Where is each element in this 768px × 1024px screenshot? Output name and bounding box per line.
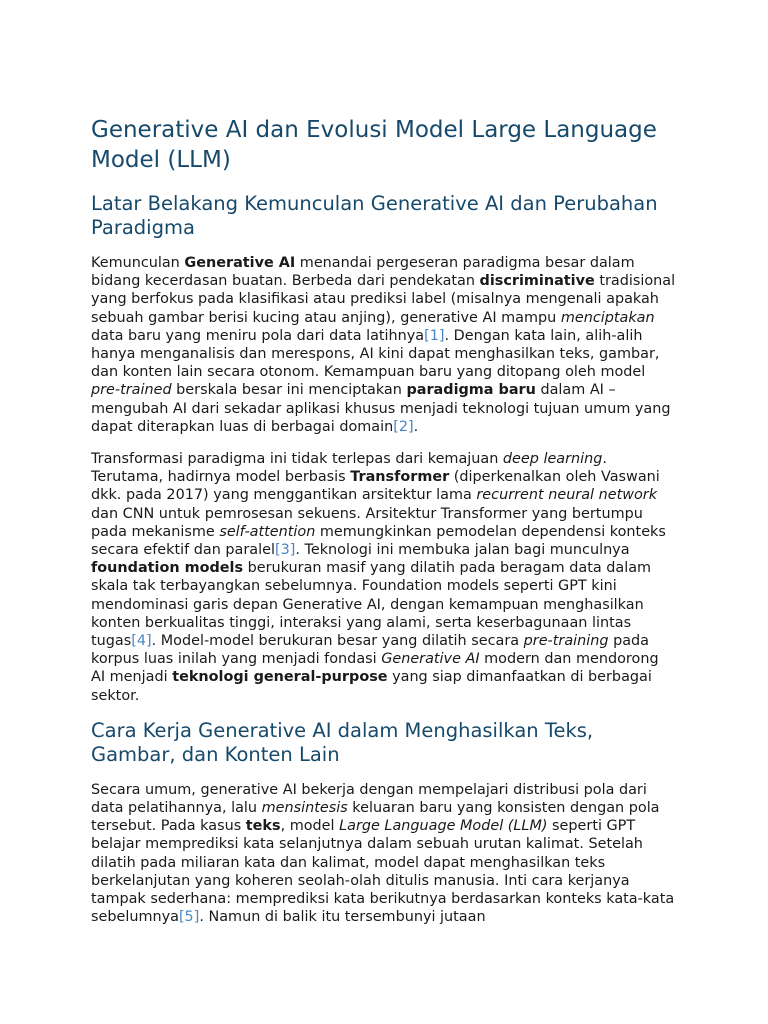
citation-link[interactable]: [3] xyxy=(274,542,296,559)
section-background xyxy=(91,192,677,705)
bold-term: Generative AI xyxy=(184,255,296,271)
citation-link[interactable]: [2] xyxy=(393,418,414,435)
italic-term: deep learning xyxy=(502,451,603,468)
citation-link[interactable]: [5] xyxy=(178,909,200,926)
text-run: modern dan mendorong AI menjadi xyxy=(91,651,659,686)
text-run: berskala besar ini menciptakan xyxy=(171,382,407,399)
text-run: . xyxy=(413,418,419,435)
bold-term: teks xyxy=(245,818,281,835)
text-run: Secara umum, generative AI bekerja dengan mempelajari distribusi pola dari data pelatihannya, lalu xyxy=(91,781,647,817)
citation-link[interactable]: [1] xyxy=(424,327,445,344)
bold-term: teknologi general-purpose xyxy=(172,669,388,686)
bold-term: foundation models xyxy=(91,560,244,577)
text-run: menandai pergeseran paradigma besar dalam bidang kecerdasan buatan. Berbeda dari pendekatan xyxy=(91,255,635,290)
italic-term: self-attention xyxy=(219,523,316,540)
text-run: Transformasi paradigma ini tidak terlepas dari kemajuan xyxy=(91,451,503,468)
text-run: . Namun di balik itu tersembunyi jutaan xyxy=(199,909,486,926)
italic-term: recurrent neural network xyxy=(476,487,658,504)
bold-term: discriminative xyxy=(479,273,595,290)
bold-term: paradigma baru xyxy=(406,382,536,399)
text-run: data baru yang meniru pola dari data latihnya xyxy=(91,327,425,344)
section-heading: Latar Belakang Kemunculan Generative AI dan Perubahan Paradigma xyxy=(91,192,658,239)
italic-term: pre-trained xyxy=(91,382,172,399)
section-how-it-works xyxy=(91,719,677,927)
text-run: , model xyxy=(280,818,340,835)
italic-term: menciptakan xyxy=(560,309,655,326)
text-run: dalam AI – mengubah AI dari sekadar aplikasi khusus menjadi teknologi tujuan umum yang dapat diterapkan luas di berbagai domain xyxy=(91,382,671,435)
italic-term: mensintesis xyxy=(261,800,348,817)
body-paragraph xyxy=(91,781,677,927)
document-title: Generative AI dan Evolusi Model Large Language Model (LLM) xyxy=(91,117,657,173)
italic-term: pre-training xyxy=(523,633,609,650)
text-run: berukuran masif yang dilatih pada beragam data dalam skala tak terbayangkan sebelumnya. Foundation models seperti GPT kini mendominasi garis depan Generative AI, dengan kemampuan menghasilkan konten berkualitas tinggi, interaksi yang alami, serta keserbagunaan lintas tugas xyxy=(91,560,652,650)
text-run: (diperkenalkan oleh Vaswani dkk. pada 2017) yang menggantikan arsitektur lama xyxy=(91,469,660,504)
section-heading: Cara Kerja Generative AI dalam Menghasilkan Teks, Gambar, dan Konten Lain xyxy=(91,718,594,766)
text-run: Kemunculan xyxy=(91,255,185,271)
citation-link[interactable]: [4] xyxy=(131,633,152,650)
text-run: pada korpus luas inilah yang menjadi fondasi xyxy=(91,633,649,668)
text-run: seperti GPT belajar memprediksi kata selanjutnya dalam sebuah urutan kalimat. Setelah dilatih pada miliaran kata dan kalimat, model dapat menghasilkan teks berkelanjutan yang koheren seolah-olah ditulis manusia. Inti cara kerjanya tampak sederhana: memprediksi kata berikutnya berdasarkan konteks kata-kata sebelumnya xyxy=(91,818,675,926)
text-run: . Terutama, hadirnya model berbasis xyxy=(91,451,607,486)
text-run: yang siap dimanfaatkan di berbagai sektor. xyxy=(91,669,652,704)
italic-term: Generative AI xyxy=(381,651,480,668)
text-run: keluaran baru yang konsisten dengan pola tersebut. Pada kasus xyxy=(91,800,660,835)
text-run: dan CNN untuk pemrosesan sekuens. Arsitektur Transformer yang bertumpu pada mekanisme xyxy=(91,505,643,540)
text-run: . Model-model berukuran besar yang dilatih secara xyxy=(151,633,524,650)
text-run: tradisional yang berfokus pada klasifikasi atau prediksi label (misalnya mengenali apakah sebuah gambar berisi kucing atau anjing), generative AI mampu xyxy=(91,273,676,326)
body-paragraph xyxy=(91,450,677,705)
text-run: . Dengan kata lain, alih-alih hanya menganalisis dan merespons, AI kini dapat menghasilkan teks, gambar, dan konten lain secara otonom. Kemampuan baru yang ditopang oleh model xyxy=(91,327,660,381)
text-run: memungkinkan pemodelan dependensi konteks secara efektif dan paralel xyxy=(91,523,666,559)
body-paragraph xyxy=(91,254,677,436)
italic-term: Large Language Model (LLM) xyxy=(339,818,548,835)
text-run: . Teknologi ini membuka jalan bagi munculnya xyxy=(295,542,630,559)
bold-term: Transformer xyxy=(350,469,450,486)
